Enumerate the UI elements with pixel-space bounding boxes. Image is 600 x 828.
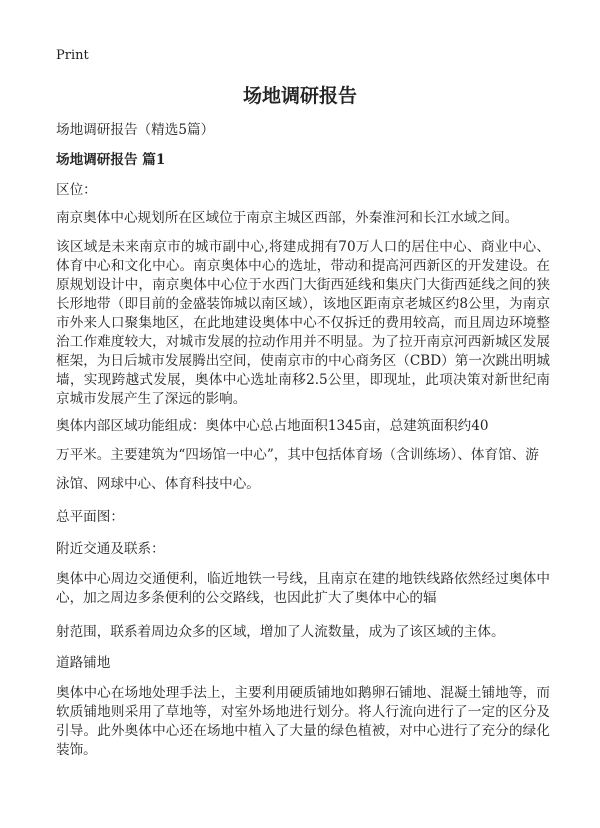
paragraph: 该区域是未来南京市的城市副中心,将建成拥有70万人口的居住中心、商业中心、体育中心和文化中心。南京奥体中心的选址，带动和提高河西新区的开发建设。在原规划设计中，南京奥体中心位于水西门大街西延线和集庆门大街西延线之间的狭长形地带（即目前的金盛装饰城以南区域），该地区距南京老城区约8公里，为南京市外来人口聚集地区，在此地建设奥体中心不仅拆迁的费用较高，而且周边环境整治工作难度较大，对城市发展的拉动作用并不明显。为了拉开南京河西新城区发展框架，为日后城市发展腾出空间，使南京市的中心商务区（CBD）第一次跳出明城墙，实现跨越式发展，奥体中心选址南移2.5公里，即现址，此项决策对新世纪南京城市发展产生了深远的影响。 xyxy=(56,239,550,407)
paragraph-traffic-label: 附近交通及联系： xyxy=(56,541,165,557)
paragraph-site-plan-label: 总平面图： xyxy=(56,509,124,525)
paragraph: 南京奥体中心规划所在区域位于南京主城区西部，外秦淮河和长江水域之间。 xyxy=(56,210,519,226)
paragraph: 奥体内部区域功能组成：奥体中心总占地面积1345亩，总建筑面积约40 xyxy=(56,418,489,434)
paragraph: 射范围，联系着周边众多的区域，增加了人流数量，成为了该区域的主体。 xyxy=(56,624,505,640)
print-link[interactable]: Print xyxy=(56,48,89,63)
paragraph-paving-label: 道路铺地 xyxy=(56,655,111,671)
section-heading: 场地调研报告 篇1 xyxy=(56,152,166,168)
paragraph: 万平米。主要建筑为“四场馆一中心”，其中包括体育场（含训练场）、体育馆、游 xyxy=(56,447,539,463)
document-title: 场地调研报告 xyxy=(242,85,357,107)
paragraph: 奥体中心在场地处理手法上，主要利用硬质铺地如鹅卵石铺地、混凝土铺地等，而软质铺地则采用了草地等，对室外场地进行划分。将人行流向进行了一定的区分及引导。此外奥体中心还在场地中植入了大量的绿色植被，对中心进行了充分的绿化装饰。 xyxy=(56,685,550,758)
paragraph-location-label: 区位： xyxy=(56,182,97,198)
document-subtitle: 场地调研报告（精选5篇） xyxy=(56,122,215,138)
paragraph: 泳馆、网球中心、体育科技中心。 xyxy=(56,476,260,492)
paragraph: 奥体中心周边交通便利，临近地铁一号线，且南京在建的地铁线路依然经过奥体中心，加之周边多条便利的公交路线，也因此扩大了奥体中心的辐 xyxy=(56,571,550,606)
